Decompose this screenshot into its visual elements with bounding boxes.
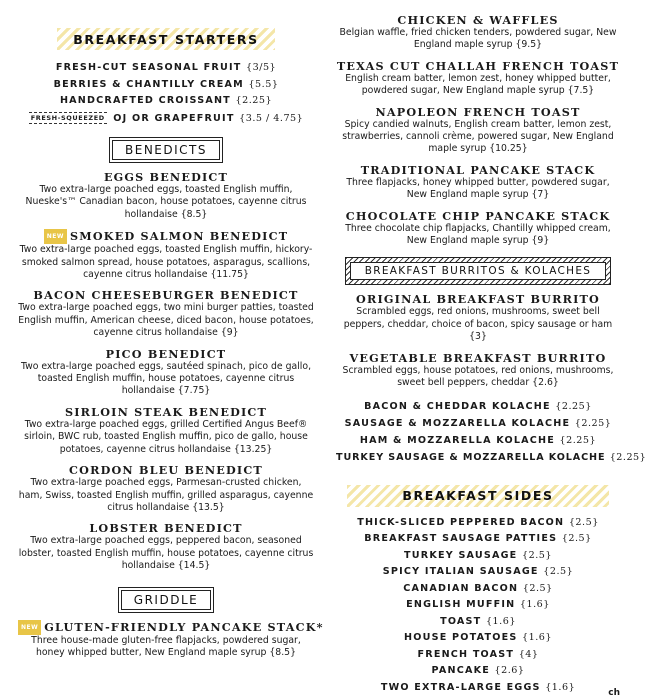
benedicts-title: BENEDICTS [112,140,220,160]
burritos-title: BREAKFAST BURRITOS & KOLACHES [350,262,607,280]
side-item: BREAKFAST SAUSAGE PATTIES {2.5} [364,533,592,544]
menu-item: PICO BENEDICT Two extra-large poached eggs, sautéed spinach, pico de gallo, toasted English muffin, house potatoes, cayenne citrus hollandaise {7.75} [20,346,312,397]
kolache-item: BACON & CHEDDAR KOLACHE {2.25} [364,400,592,412]
griddle-title: GRIDDLE [121,590,211,610]
menu-item: NEW SMOKED SALMON BENEDICT Two extra-large poached eggs, toasted English muffin, hickory-smoked salmon spread, house potatoes, asparagus, scallions, cayenne citrus hollandaise {11.75} [19,229,313,281]
kolache-item: SAUSAGE & MOZZARELLA KOLACHE {2.25} [344,417,612,429]
kolache-item: TURKEY SAUSAGE & MOZZARELLA KOLACHE {2.25} [336,451,646,463]
side-item: TWO EXTRA-LARGE EGGS {1.6} [380,681,576,693]
benedicts-list [18,171,314,573]
menu-item: NAPOLEON FRENCH TOAST Spicy candied walnuts, English cream batter, lemon zest, strawberries, cannoli crème, powered sugar, New England maple syrup {10.25} [342,104,614,155]
menu-item: VEGETABLE BREAKFAST BURRITO Scrambled eggs, house potatoes, red onions, mushrooms, sweet bell peppers, cheddar {2.6} [342,350,614,389]
starters-list [18,62,314,124]
starter-item: FRESH-CUT SEASONAL FRUIT {3/5} [55,62,277,73]
side-item: TOAST {1.6} [440,615,516,627]
menu-item: EGGS BENEDICT Two extra-large poached eggs, toasted English muffin, Nueske's™ Canadian bacon, house potatoes, cayenne citrus hollandaise {8.5} [25,170,307,220]
fresh-squeezed-tag: FRESH-SQUEEZED [30,113,105,122]
starter-item: HANDCRAFTED CROISSANT {2.25} [59,95,273,106]
new-badge: NEW [18,620,41,635]
side-item: HOUSE POTATOES {1.6} [404,632,552,643]
kolaches-list [336,400,646,463]
menu-item: ORIGINAL BREAKFAST BURRITO Scrambled eggs, red onions, mushrooms, sweet bell peppers, cheddar, choice of bacon, spicy sausage or ham {3} [343,292,613,343]
menu-item: CHICKEN & WAFFLES Belgian waffle, fried chicken tenders, powdered sugar, New England maple syrup {9.5} [339,13,617,51]
kolache-item: HAM & MOZZARELLA KOLACHE {2.25} [359,434,597,446]
menu-item: SIRLOIN STEAK BENEDICT Two extra-large poached eggs, grilled Certified Angus Beef® sirloin, BWC rub, toasted English muffin, pico de gallo, house potatoes, cayenne citrus hollandaise {13.25} [24,404,308,455]
burritos-banner [345,257,612,285]
starters-banner [57,28,275,50]
menu-item: LOBSTER BENEDICT Two extra-large poached eggs, peppered bacon, seasoned lobster, toasted English muffin, house potatoes, cayenne citrus hollandaise {14.5} [18,521,314,572]
side-item: ENGLISH MUFFIN {1.6} [406,599,550,610]
benedicts-banner [109,137,223,163]
menu-item: TRADITIONAL PANCAKE STACK Three flapjacks, honey whipped butter, powdered sugar, New England maple syrup {7} [346,162,610,201]
sides-title: BREAKFAST SIDES [402,488,554,503]
starter-item: BERRIES & CHANTILLY CREAM {5.5} [53,78,279,90]
menu-item: CHOCOLATE CHIP PANCAKE STACK Three chocolate chip flapjacks, Chantilly whipped cream, New England maple syrup {9} [345,208,611,247]
sides-banner [347,485,609,507]
corner-text: ch [608,688,620,698]
menu-item: NEW GLUTEN-FRIENDLY PANCAKE STACK* Three house-made gluten-free flapjacks, powdered sugar, honey whipped butter, New England maple syrup {8.5} [18,620,314,660]
starter-item-oj: FRESH-SQUEEZED OJ OR GRAPEFRUIT {3.5 / 4.75} [30,112,304,124]
menu-item: TEXAS CUT CHALLAH FRENCH TOAST English cream batter, lemon zest, honey whipped butter, powdered sugar, New England maple syrup {7.5} [336,58,620,97]
left-column [18,0,324,667]
starters-title: BREAKFAST STARTERS [73,31,259,47]
new-badge: NEW [44,229,67,244]
menu-item: CORDON BLEU BENEDICT Two extra-large poached eggs, Parmesan-crusted chicken, ham, Swiss, toasted English muffin, grilled asparagus, cayenne citrus hollandaise {13.5} [18,463,314,513]
menu-item: BACON CHEESEBURGER BENEDICT Two extra-large poached eggs, two mini burger patties, toasted English muffin, American cheese, diced bacon, house potatoes, cayenne citrus hollandaise {9} [18,288,314,339]
side-item: SPICY ITALIAN SAUSAGE {2.5} [382,566,574,577]
side-item: THICK-SLICED PEPPERED BACON {2.5} [357,516,599,528]
side-item: TURKEY SAUSAGE {2.5} [404,549,552,561]
sides-list [336,517,620,693]
side-item: PANCAKE {2.6} [431,665,525,676]
side-item: FRENCH TOAST {4} [417,648,539,660]
side-item: CANADIAN BACON {2.5} [403,582,553,594]
right-column [336,0,646,698]
griddle-banner [118,587,214,613]
